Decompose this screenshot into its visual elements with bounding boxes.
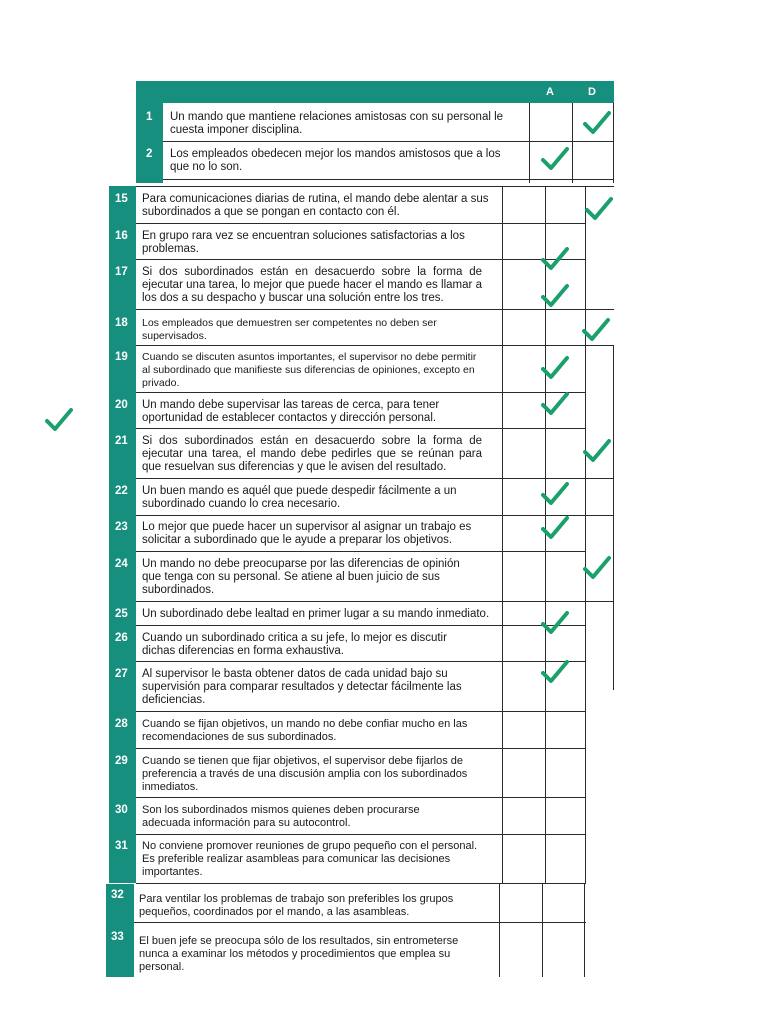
row-divider bbox=[134, 922, 586, 923]
check-mark-icon bbox=[540, 610, 570, 636]
question-number: 33 bbox=[111, 931, 124, 943]
question-text: Un subordinado debe lealtad en primer lugar a su mando inmediato. bbox=[142, 608, 490, 620]
row-divider bbox=[136, 309, 614, 310]
check-mark-icon bbox=[540, 481, 570, 507]
column-header-a: A bbox=[546, 86, 554, 98]
question-number: 32 bbox=[111, 889, 124, 901]
check-mark-icon bbox=[582, 555, 612, 581]
check-mark-icon bbox=[582, 110, 612, 136]
question-text: Para comunicaciones diarias de rutina, el mando debe alentar a sus subordinados a que se pongan en contacto con él. bbox=[142, 193, 489, 218]
row-divider bbox=[136, 625, 586, 626]
check-mark-icon bbox=[582, 438, 612, 464]
question-text: No conviene promover reuniones de grupo pequeño con el personal. Es preferible realizar asambleas para comunicar las decisiones importantes. bbox=[142, 840, 478, 878]
row-divider bbox=[136, 186, 614, 187]
question-number: 17 bbox=[115, 266, 128, 278]
question-number: 1 bbox=[146, 111, 153, 123]
row-divider bbox=[136, 392, 586, 393]
row-divider bbox=[136, 259, 586, 260]
question-number: 24 bbox=[115, 558, 128, 570]
question-number: 25 bbox=[115, 608, 128, 620]
column-divider bbox=[613, 103, 614, 183]
row-divider bbox=[136, 797, 586, 798]
row-divider bbox=[136, 834, 586, 835]
question-number: 18 bbox=[115, 317, 128, 329]
row-divider bbox=[136, 883, 586, 884]
question-text: El buen jefe se preocupa sólo de los resultados, sin entrometerse nunca a examinar los métodos y procedimientos que emplea su personal. bbox=[139, 935, 459, 973]
row-divider bbox=[136, 428, 586, 429]
number-column-main bbox=[109, 186, 136, 883]
question-text: Un mando debe supervisar las tareas de cerca, para tener oportunidad de establecer contactos y dirección personal. bbox=[142, 399, 440, 424]
question-text: En grupo rara vez se encuentran soluciones satisfactorias a los problemas. bbox=[142, 230, 465, 255]
column-divider bbox=[585, 186, 586, 883]
question-number: 26 bbox=[115, 632, 128, 644]
question-text: Los empleados que demuestren ser competentes no deben ser supervisados. bbox=[142, 317, 437, 342]
question-number: 16 bbox=[115, 230, 128, 242]
question-number: 21 bbox=[115, 435, 128, 447]
row-divider bbox=[163, 179, 614, 180]
question-number: 23 bbox=[115, 521, 128, 533]
question-text: Son los subordinados mismos quienes deben procurarse adecuada información para su autocontrol. bbox=[142, 804, 420, 829]
check-mark-icon bbox=[540, 283, 570, 309]
column-divider bbox=[613, 345, 614, 690]
question-text: Si dos subordinados están en desacuerdo sobre la forma de ejecutar una tarea, el mando debe pedirles que se reúnan para que resuelvan sus diferencias y que le avisen del resultado. bbox=[142, 435, 482, 473]
question-number: 2 bbox=[146, 148, 153, 160]
question-text: Cuando un subordinado critica a su jefe, lo mejor es discutir dichas diferencias en forma exhaustiva. bbox=[142, 632, 447, 657]
row-divider bbox=[136, 661, 586, 662]
question-text: Cuando se fijan objetivos, un mando no debe confiar mucho en las recomendaciones de sus subordinados. bbox=[142, 718, 468, 743]
row-divider bbox=[163, 141, 614, 142]
row-divider bbox=[136, 601, 614, 602]
question-number: 28 bbox=[115, 718, 128, 730]
check-mark-icon bbox=[540, 515, 570, 541]
row-divider bbox=[136, 711, 586, 712]
row-divider bbox=[136, 345, 614, 346]
column-header-d: D bbox=[588, 86, 596, 98]
question-text: Un mando que mantiene relaciones amistosas con su personal le cuesta imponer disciplina. bbox=[170, 111, 504, 136]
column-divider bbox=[502, 186, 503, 883]
row-divider bbox=[136, 748, 586, 749]
check-mark-icon bbox=[581, 317, 611, 343]
question-number: 29 bbox=[115, 755, 128, 767]
question-number: 15 bbox=[115, 193, 128, 205]
column-divider bbox=[542, 884, 543, 977]
question-number: 30 bbox=[115, 804, 128, 816]
question-text: Para ventilar los problemas de trabajo son preferibles los grupos pequeños, coordinados por el mando, a las asambleas. bbox=[139, 893, 454, 918]
question-text: Cuando se tienen que fijar objetivos, el supervisor debe fijarlos de preferencia a través de una discusión amplia con los subordinados inmediatos. bbox=[142, 755, 468, 793]
question-text: Lo mejor que puede hacer un supervisor al asignar un trabajo es solicitar a subordinado que le ayude a preparar los objetivos. bbox=[142, 521, 472, 546]
check-mark-icon bbox=[540, 659, 570, 685]
check-mark-icon bbox=[540, 246, 570, 272]
question-text: Si dos subordinados están en desacuerdo sobre la forma de ejecutar una tarea, lo mejor que puede hacer el mando es llamar a los dos a su despacho y buscar una solución entre los tres. bbox=[142, 266, 482, 304]
question-text: Un mando no debe preocuparse por las diferencias de opinión que tenga con su personal. Se atiene al buen juicio de sus subordinados. bbox=[142, 558, 460, 596]
check-mark-icon bbox=[540, 146, 570, 172]
question-text: Al supervisor le basta obtener datos de cada unidad bajo su supervisión para comparar resultados y detectar fácilmente las deficiencias. bbox=[142, 668, 462, 706]
question-text: Cuando se discuten asuntos importantes, el supervisor no debe permitir al subordinado que manifieste sus diferencias de opiniones, excepto en privado. bbox=[142, 351, 477, 389]
check-mark-icon bbox=[584, 196, 614, 222]
row-divider bbox=[136, 478, 614, 479]
column-divider bbox=[584, 884, 585, 977]
question-text: Los empleados obedecen mejor los mandos amistosos que a los que no lo son. bbox=[170, 148, 501, 173]
row-divider bbox=[136, 551, 586, 552]
question-number: 20 bbox=[115, 399, 128, 411]
check-mark-icon bbox=[540, 355, 570, 381]
question-number: 27 bbox=[115, 668, 128, 680]
check-mark-icon bbox=[44, 407, 74, 433]
question-number: 22 bbox=[115, 485, 128, 497]
question-text: Un buen mando es aquél que puede despedir fácilmente a un subordinado cuando lo crea necesario. bbox=[142, 485, 457, 510]
question-number: 31 bbox=[115, 840, 128, 852]
question-number: 19 bbox=[115, 351, 128, 363]
column-divider bbox=[529, 103, 530, 183]
row-divider bbox=[136, 223, 586, 224]
check-mark-icon bbox=[540, 391, 570, 417]
column-divider bbox=[572, 103, 573, 183]
column-divider bbox=[499, 884, 500, 977]
